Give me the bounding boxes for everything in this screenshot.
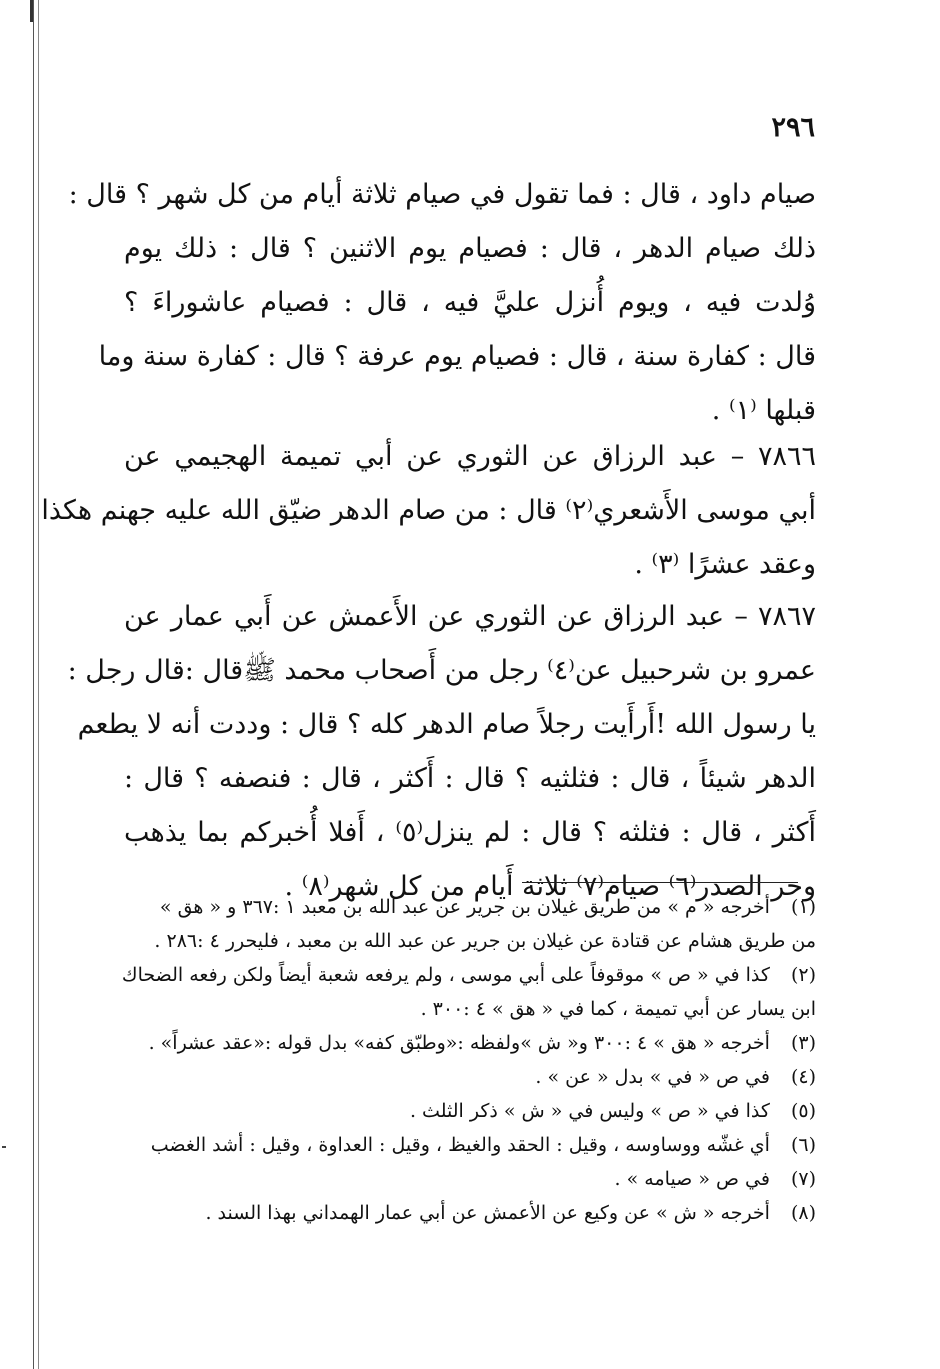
text-line: صيام داود ، قال : فما تقول في صيام ثلاثة أيام من كل شهر ؟ قال : [68,179,816,210]
text-line: وُلدت فيه ، ويوم أُنزل عليَّ فيه ، قال : فصيام عاشوراءَ ؟ [124,287,816,318]
footnote-continuation [124,992,816,1026]
text-line: قبلها ⁽١⁾ . [711,395,816,426]
text-line: ذلك صيام الدهر ، قال : فصيام يوم الاثنين ؟ قال : ذلك يوم [124,233,816,264]
text-line: يا رسول الله !أَرأَيت رجلاً صام الدهر كله ؟ قال : وددت أنه لا يطعم [77,709,816,740]
footnote [121,958,816,992]
footnote-text: أخرجه « م » من طريق غيلان بن جرير عن عبد الله بن معبد ١ :٣٦٧ و « هق » [159,896,770,918]
margin-rule [33,0,34,1369]
text-line: وحر الصدر⁽٦⁾ صيام⁽٧⁾ ثلاثة أَيام من كل شهر⁽٨⁾ . [284,871,816,902]
footnote-continuation [124,924,816,958]
paragraph-1 [68,168,816,438]
footnote-number: (٢) [790,964,816,986]
footnote [124,1162,816,1196]
footnote [124,1196,816,1230]
margin-rule [38,0,39,1369]
footnote-number: (٦) [790,1134,816,1156]
footnote-text: في ص « صيامه » . [614,1168,770,1190]
footnote-number: (٣) [790,1032,816,1054]
page-number: ٢٩٦ [771,112,815,143]
footnote-text: كذا في « ص » موقوفاً على أبي موسى ، ولم يرفعه شعبة أيضاً ولكن رفعه الضحاك [121,964,770,986]
text-line: عمرو بن شرحبيل عن⁽٤⁾ رجل من أَصحاب محمد ﷺقال :قال رجل : [67,655,816,686]
footnote-text: من طريق هشام عن قتادة عن غيلان بن جرير عن عبد الله بن معبد ، فليحرر ٤ :٢٨٦ . [154,930,816,952]
text-line: وعقد عشرًا ⁽٣⁾ . [634,549,816,580]
text-line: ٧٨٦٦ – عبد الرزاق عن الثوري عن أبي تميمة الهجيمي عن [124,441,816,472]
text-line: قال : كفارة سنة ، قال : فصيام يوم عرفة ؟ قال : كفارة سنة وما [98,341,816,372]
text-line: ٧٨٦٧ – عبد الرزاق عن الثوري عن الأَعمش عن أَبي عمار عن [124,601,816,632]
footnote-number: (١) [790,896,816,918]
footnote-number: (٧) [790,1168,816,1190]
footnote-text: كذا في « ص » وليس في « ش » ذكر الثلث . [409,1100,770,1122]
footnote-text: ابن يسار عن أبي تميمة ، كما في « هق » ٤ :٣٠٠ . [420,998,816,1020]
hadith-7866 [41,430,816,592]
footnote [124,1026,816,1060]
footnote-separator [522,882,798,883]
footnote [124,1060,816,1094]
footnote-text: أخرجه « ش » عن وكيع عن الأعمش عن أبي عمار الهمداني بهذا السند . [205,1202,770,1224]
footnotes [121,890,816,1230]
footnote [124,890,816,924]
margin-tick [2,1146,6,1148]
text-line: أبي موسى الأَشعري⁽٢⁾ قال : من صام الدهر ضيّق الله عليه جهنم هكذا [41,495,816,526]
hadith-7867 [67,590,816,914]
footnote [124,1128,816,1162]
footnote-number: (٨) [790,1202,816,1224]
footnote-number: (٤) [790,1066,816,1088]
footnote [124,1094,816,1128]
footnote-text: أخرجه « هق » ٤ :٣٠٠ و« ش »ولفظه :«وطبّق كفه» بدل قوله :«عقد عشراً» . [148,1032,770,1054]
footnote-text: أي غشّه ووساوسه ، وقيل : الحقد والغيظ ، وقيل : العداوة ، وقيل : أشد الغضب [150,1134,770,1156]
footnote-number: (٥) [790,1100,816,1122]
text-line: الدهر شيئاً ، قال : فثلثيه ؟ قال : أَكثر ، قال : فنصفه ؟ قال : [124,763,816,794]
text-line: أَكثر ، قال : فثلثه ؟ قال : لم ينزل⁽٥⁾ ، أَفلا أُخبركم بما يذهب [124,817,816,848]
footnote-text: في ص « في » بدل « عن » . [535,1066,770,1088]
